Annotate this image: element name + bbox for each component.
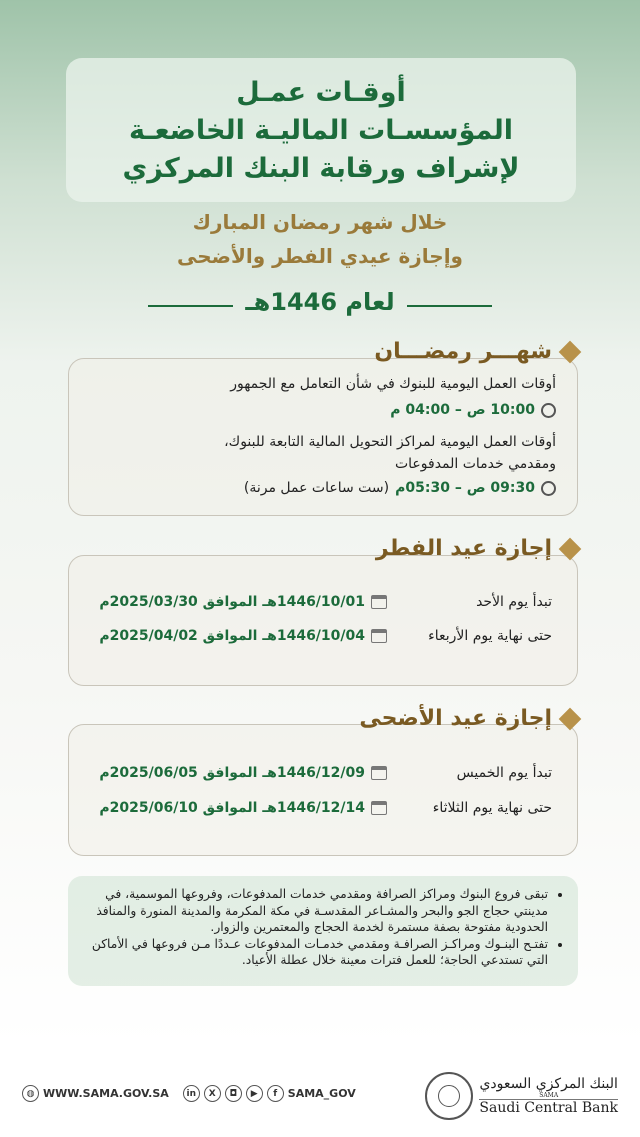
logo-english: Saudi Central Bank: [479, 1100, 618, 1116]
instagram-icon[interactable]: ◘: [225, 1085, 242, 1102]
centers-time: [244, 480, 556, 496]
row-date: 1446/12/09هـ الموافق 2025/06/05م: [99, 765, 365, 781]
logo-abbr: SAMA: [479, 1092, 618, 1100]
calendar-icon: [371, 595, 387, 609]
subtitle-line-1: خلال شهر رمضان المبارك: [192, 210, 448, 234]
fitr-heading: [376, 536, 578, 561]
year-text: لعام 1446هـ: [245, 288, 395, 316]
row-date: 1446/12/14هـ الموافق 2025/06/10م: [99, 800, 365, 816]
adha-start-row: [90, 765, 552, 781]
footer-links: [22, 1085, 356, 1102]
row-label: حتى نهاية يوم الأربعاء: [428, 628, 552, 644]
x-icon[interactable]: X: [204, 1085, 221, 1102]
calendar-icon: [371, 629, 387, 643]
logo-arabic: البنك المركزي السعودي: [479, 1076, 618, 1092]
banks-time: [390, 402, 556, 418]
row-label: حتى نهاية يوم الثلاثاء: [432, 800, 552, 816]
heading-text: شهـــر رمضـــان: [374, 339, 552, 364]
diamond-icon: [559, 537, 582, 560]
row-label: تبدأ يوم الخميس: [456, 765, 552, 781]
diamond-icon: [559, 707, 582, 730]
heading-text: إجازة عيد الفطر: [375, 536, 552, 561]
fitr-start-row: [90, 594, 552, 610]
banks-label: أوقات العمل اليومية للبنوك في شأن التعامل مع الجمهور: [230, 376, 556, 392]
row-date: 1446/10/01هـ الموافق 2025/03/30م: [99, 594, 365, 610]
sama-logo: [425, 1072, 618, 1120]
adha-heading: [359, 706, 578, 731]
subtitle-line-2: وإجازة عيدي الفطر والأضحى: [177, 244, 463, 268]
social-handle[interactable]: SAMA_GOV: [287, 1087, 356, 1100]
title-line-3: لإشراف ورقابة البنك المركزي: [122, 153, 520, 184]
time-text: 09:30 ص – 05:30م: [395, 480, 535, 496]
diamond-icon: [559, 340, 582, 363]
divider: [407, 305, 492, 307]
centers-label-1: أوقات العمل اليومية لمراكز التحويل المالية التابعة للبنوك،: [224, 434, 556, 450]
title-box: [66, 58, 576, 202]
adha-end-row: [90, 800, 552, 816]
row-date: 1446/10/04هـ الموافق 2025/04/02م: [99, 628, 365, 644]
adha-box: [68, 724, 578, 856]
divider: [148, 305, 233, 307]
time-text: 10:00 ص – 04:00 م: [390, 402, 535, 418]
row-label: تبدأ يوم الأحد: [476, 594, 552, 610]
website-link[interactable]: WWW.SAMA.GOV.SA: [43, 1087, 169, 1100]
title-line-2: المؤسسـات الماليـة الخاضعـة: [128, 115, 514, 146]
clock-icon: [541, 481, 556, 496]
facebook-icon[interactable]: f: [267, 1085, 284, 1102]
note-item: • تبقى فروع البنوك ومراكز الصرافة ومقدمي خدمات المدفوعات، وفروعها الموسمية، في مدينتي حجاج الجو والبحر والمشـاعر المقدسـة في مكة المكرمة والمدينة المنورة والمنافذ الحدودية مفتوحة بصفة مستمرة لخدمة الحجاج والمعتمرين والزوار.: [82, 886, 548, 936]
ramadan-heading: [374, 339, 578, 364]
seal-icon: [425, 1072, 473, 1120]
youtube-icon[interactable]: ▶: [246, 1085, 263, 1102]
heading-text: إجازة عيد الأضحى: [359, 706, 552, 731]
fitr-end-row: [90, 628, 552, 644]
note-item: • تفتـح البنـوك ومراكـز الصرافـة ومقدمي خدمـات المدفوعات عـددًا مـن فروعها في الأماكن التي تستدعي الحاجة؛ للعمل فترات معينة خلال عطلة الأعياد.: [82, 936, 548, 969]
linkedin-icon[interactable]: in: [183, 1085, 200, 1102]
fitr-box: [68, 555, 578, 686]
clock-icon: [541, 403, 556, 418]
globe-icon: ◍: [22, 1085, 39, 1102]
year-heading: [0, 288, 640, 316]
notes-box: [68, 876, 578, 986]
time-note: (ست ساعات عمل مرنة): [243, 480, 390, 496]
title-line-1: أوقـات عمـل: [236, 77, 406, 108]
centers-label-2: ومقدمي خدمات المدفوعات: [394, 456, 556, 472]
calendar-icon: [371, 766, 387, 780]
calendar-icon: [371, 801, 387, 815]
